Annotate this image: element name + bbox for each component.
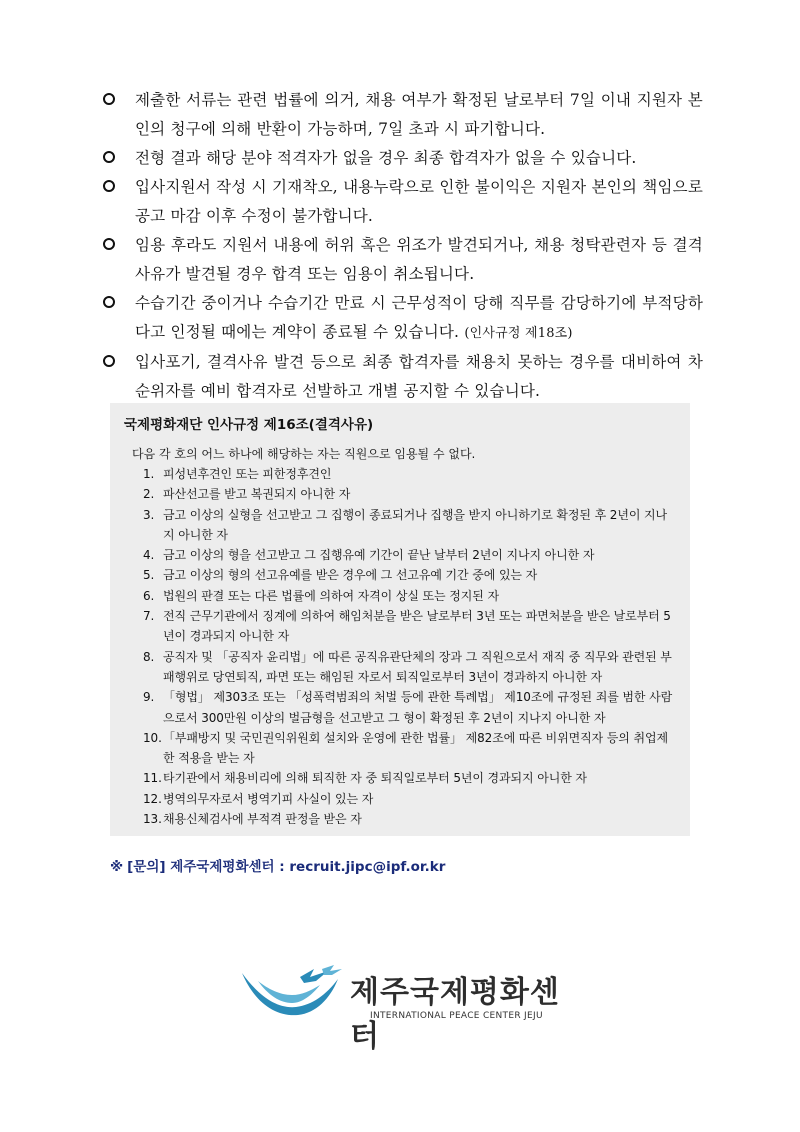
center-logo bbox=[240, 965, 560, 1054]
list-item: 5. 금고 이상의 형의 선고유예를 받은 경우에 그 선고유예 기간 중에 있는 자 bbox=[143, 568, 538, 583]
contact-line bbox=[110, 855, 445, 875]
regulation-title: 국제평화재단 인사규정 제16조(결격사유) bbox=[124, 417, 374, 433]
contact-label: [문의] 제주국제평화센터 : bbox=[127, 859, 290, 875]
regulation-intro: 다음 각 호의 어느 하나에 해당하는 자는 직원으로 임용될 수 없다. bbox=[132, 447, 476, 461]
list-item: 7. 전직 근무기관에서 징계에 의하여 해임처분을 받은 날로부터 3년 또는 파면처분을 받은 날로부터 5년이 경과되지 아니한 자 bbox=[143, 609, 671, 644]
circle-bullet-icon bbox=[103, 151, 115, 163]
note-item: 전형 결과 해당 분야 적격자가 없을 경우 최종 합격자가 없을 수 있습니다. bbox=[103, 144, 703, 173]
notes-list bbox=[103, 86, 703, 406]
list-item: 13. 채용신체검사에 부적격 판정을 받은 자 bbox=[143, 812, 362, 827]
circle-bullet-icon bbox=[103, 238, 115, 250]
circle-bullet-icon bbox=[103, 355, 115, 367]
circle-bullet-icon bbox=[103, 93, 115, 105]
note-reference: (인사규정 제18조) bbox=[464, 326, 573, 341]
logo-subtitle: INTERNATIONAL PEACE CENTER JEJU bbox=[370, 1011, 543, 1021]
note-item: 임용 후라도 지원서 내용에 허위 혹은 위조가 발견되거나, 채용 청탁관련자 등 결격사유가 발견될 경우 합격 또는 임용이 취소됩니다. bbox=[103, 231, 703, 289]
list-item: 2. 파산선고를 받고 복권되지 아니한 자 bbox=[143, 487, 351, 502]
list-item: 12. 병역의무자로서 병역기피 사실이 있는 자 bbox=[143, 791, 374, 806]
list-item: 8. 공직자 및 「공직자 윤리법」에 따른 공직유관단체의 장과 그 직원으로서 재직 중 직무와 관련된 부패행위로 당연퇴직, 파면 또는 해임된 자로서 퇴직일로부터 3년이 경과하지 아니한 자 bbox=[143, 649, 672, 684]
note-item: 수습기간 중이거나 수습기간 만료 시 근무성적이 당해 직무를 감당하기에 부적당하다고 인정될 때에는 계약이 종료될 수 있습니다. (인사규정 제18조) bbox=[103, 289, 703, 348]
regulation-items bbox=[124, 464, 676, 829]
reference-mark: ※ bbox=[110, 859, 124, 875]
list-item: 3. 금고 이상의 실형을 선고받고 그 집행이 종료되거나 집행을 받지 아니하기로 확정된 후 2년이 지나지 아니한 자 bbox=[143, 507, 668, 542]
note-item: 제출한 서류는 관련 법률에 의거, 채용 여부가 확정된 날로부터 7일 이내 지원자 본인의 청구에 의해 반환이 가능하며, 7일 초과 시 파기합니다. bbox=[103, 86, 703, 144]
list-item: 4. 금고 이상의 형을 선고받고 그 집행유예 기간이 끝난 날부터 2년이 지나지 아니한 자 bbox=[143, 548, 595, 563]
list-item: 6. 법원의 판결 또는 다른 법률에 의하여 자격이 상실 또는 정지된 자 bbox=[143, 588, 499, 603]
note-item: 입사지원서 작성 시 기재착오, 내용누락으로 인한 불이익은 지원자 본인의 책임으로 공고 마감 이후 수정이 불가합니다. bbox=[103, 173, 703, 231]
list-item: 1. 피성년후견인 또는 피한정후견인 bbox=[143, 467, 332, 481]
contact-email[interactable]: recruit.jipc@ipf.or.kr bbox=[289, 859, 446, 875]
peace-bird-logo-icon bbox=[240, 965, 345, 1027]
list-item: 9. 「형법」 제303조 또는 「성폭력범죄의 처벌 등에 관한 특례법」 제10조에 규정된 죄를 범한 사람으로서 300만원 이상의 벌금형을 선고받고 그 형이 확정된 후 2년이 지나지 아니한 자 bbox=[143, 690, 673, 725]
circle-bullet-icon bbox=[103, 296, 115, 308]
list-item: 11. 타기관에서 채용비리에 의해 퇴직한 자 중 퇴직일로부터 5년이 경과되지 아니한 자 bbox=[143, 771, 587, 786]
list-item: 10. 「부패방지 및 국민권익위원회 설치와 운영에 관한 법률」 제82조에 따른 비위면직자 등의 취업제한 적용을 받는 자 bbox=[143, 730, 668, 766]
logo-name: 제주국제평화센터 bbox=[350, 975, 560, 1054]
note-item: 입사포기, 결격사유 발견 등으로 최종 합격자를 채용치 못하는 경우를 대비하여 차순위자를 예비 합격자로 선발하고 개별 공지할 수 있습니다. bbox=[103, 348, 703, 406]
circle-bullet-icon bbox=[103, 180, 115, 192]
regulation-box bbox=[110, 403, 690, 836]
